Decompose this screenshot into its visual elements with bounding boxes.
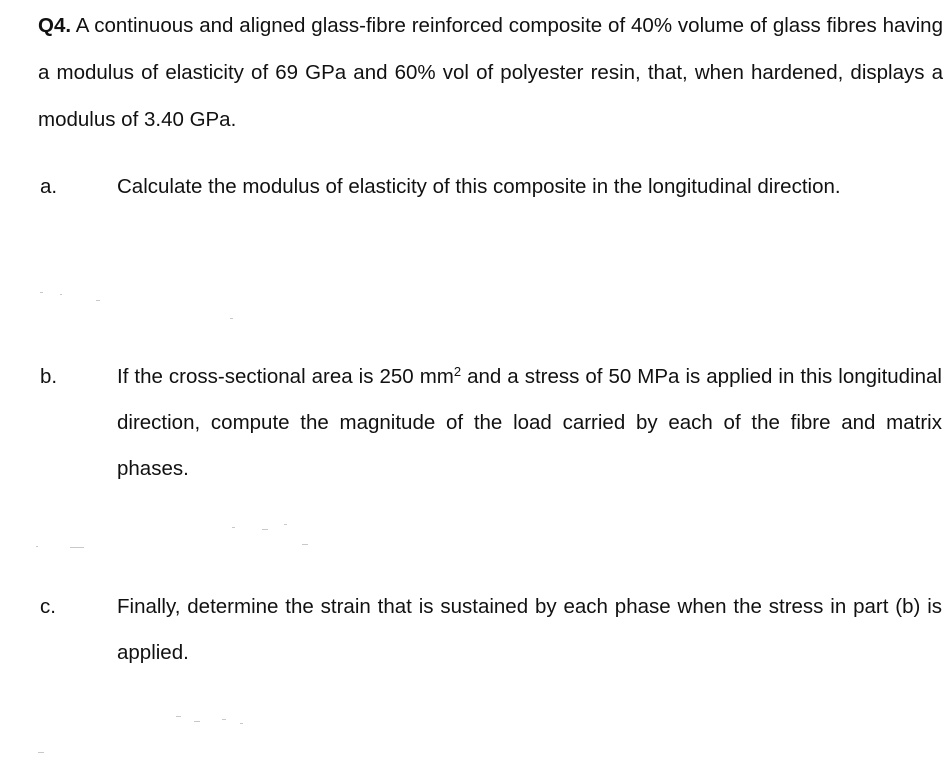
part-a-label: a. xyxy=(40,175,58,198)
part-a-text: Calculate the modulus of elasticity of this composite in the longitudinal direction. xyxy=(117,175,841,198)
part-b-text-start: If the cross-sectional area is 250 mm xyxy=(117,365,454,388)
area-unit-exponent: 2 xyxy=(453,364,462,379)
part-c-label: c. xyxy=(40,595,56,618)
part-c-text: Finally, determine the strain that is sustained by each phase when the stress in part (b) is applied. xyxy=(117,595,942,664)
part-b-text-end: and a stress of 50 MPa is applied in this longitudinal direction, compute the magnitude of the load carried by each of the fibre and matrix phases. xyxy=(117,365,942,480)
question-text: A continuous and aligned glass-fibre reinforced composite of 40% volume of glass fibres having a modulus of elasticity of 69 GPa and 60% vol of polyester resin, that, when hardened, displays a modulus of 3.40 GPa. xyxy=(38,14,943,131)
part-b-label: b. xyxy=(40,365,58,388)
question-number: Q4. xyxy=(38,14,72,37)
